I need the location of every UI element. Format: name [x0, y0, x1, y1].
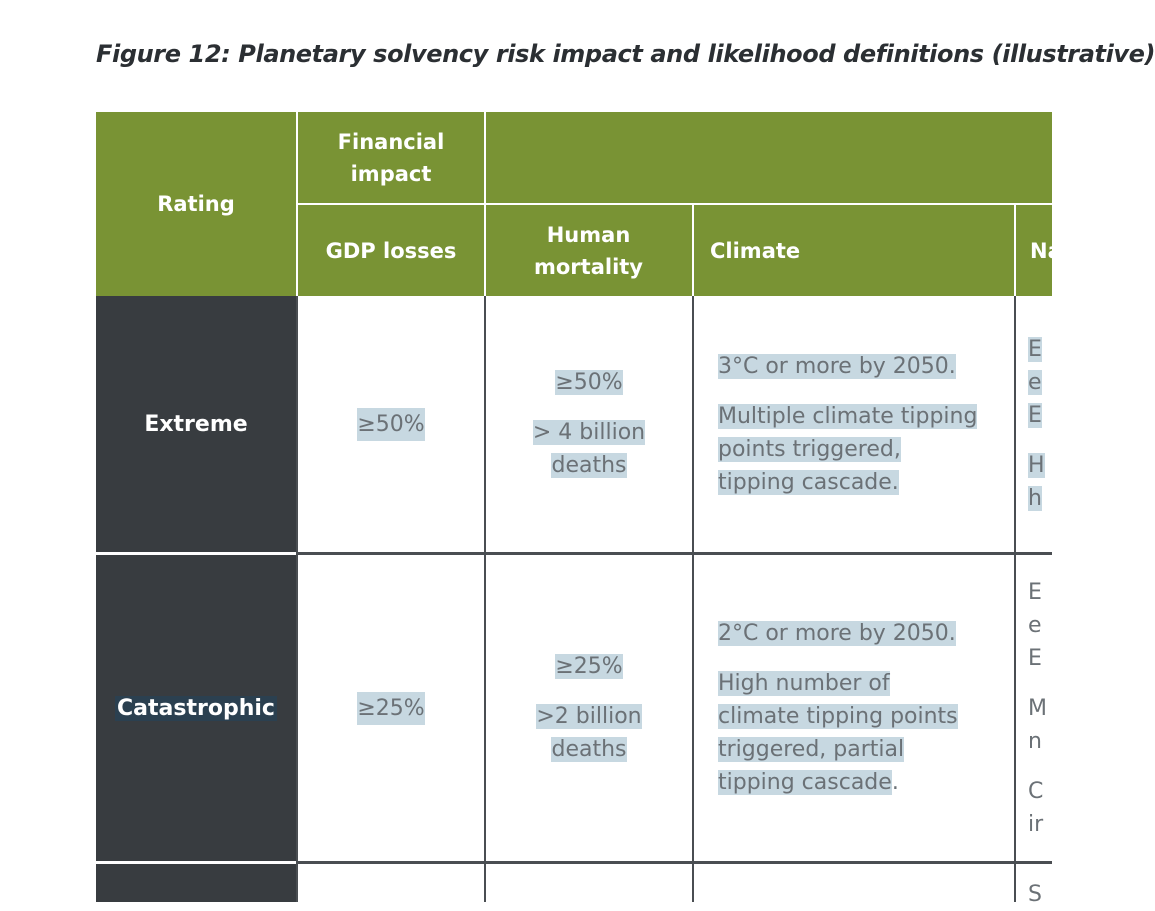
- mortality-deaths-line2: deaths: [551, 737, 627, 762]
- climate-tipping-line2: climate tipping points: [718, 704, 958, 729]
- mortality-deaths-line1: > 4 billion: [532, 420, 646, 445]
- figure-title: Figure 12: Planetary solvency risk impact and likelihood definitions (illustrative): [96, 40, 1155, 68]
- header-climate: [694, 205, 1014, 296]
- nature-fragment: e: [1028, 612, 1042, 638]
- grid-line: [298, 861, 1052, 864]
- rating-cell-row3: [96, 864, 296, 902]
- header-nature-label: Na: [1030, 238, 1062, 263]
- grid-line: [1014, 296, 1016, 902]
- header-human-mortality: [485, 205, 692, 296]
- nature-fragment: H: [1028, 453, 1045, 478]
- climate-tipping-line3: triggered, partial: [718, 737, 905, 762]
- grid-line: [484, 296, 486, 902]
- nature-fragment: n: [1028, 728, 1042, 754]
- gdp-cell-extreme: [298, 296, 484, 552]
- header-nature: [1016, 205, 1062, 296]
- climate-tipping-line2: points triggered,: [718, 436, 901, 462]
- nature-fragment: E: [1028, 579, 1042, 605]
- nature-fragment: ir: [1028, 811, 1044, 837]
- climate-tipping-line3: tipping cascade.: [718, 469, 899, 495]
- grid-line: [298, 552, 1052, 555]
- nature-fragment: S: [1028, 882, 1042, 907]
- climate-tipping-line1: Multiple climate tipping: [718, 403, 978, 429]
- climate-warming-text: 3°C or more by 2050.: [718, 353, 956, 379]
- nature-fragment: E: [1028, 403, 1042, 428]
- nature-cell-catastrophic: [1016, 555, 1052, 861]
- rating-label: Extreme: [144, 411, 248, 437]
- mortality-percent: ≥25%: [555, 654, 623, 679]
- mortality-cell-extreme: [486, 296, 692, 552]
- climate-tipping-line4: tipping cascade: [718, 770, 892, 795]
- header-group-blank: [485, 112, 1052, 203]
- header-financial-impact-label: Financial impact: [337, 129, 445, 186]
- header-rating-label: Rating: [157, 192, 235, 216]
- nature-fragment: e: [1028, 370, 1042, 395]
- nature-fragment: M: [1028, 695, 1047, 721]
- grid-line: [692, 296, 694, 902]
- mortality-deaths-line2: deaths: [551, 453, 627, 478]
- gdp-cell-catastrophic: [298, 555, 484, 861]
- mortality-cell-catastrophic: [486, 555, 692, 861]
- header-gdp-losses: [298, 205, 484, 296]
- nature-cell-extreme: [1016, 296, 1052, 552]
- header-financial-impact: [298, 112, 484, 203]
- grid-line: [96, 552, 296, 555]
- rating-cell-extreme: [96, 296, 296, 552]
- rating-label: Catastrophic: [117, 695, 275, 721]
- climate-tipping-period: .: [891, 770, 899, 795]
- rating-cell-catastrophic: [96, 555, 296, 861]
- header-gdp-losses-label: GDP losses: [325, 238, 457, 263]
- header-climate-label: Climate: [710, 238, 801, 263]
- nature-fragment: h: [1028, 486, 1042, 511]
- gdp-value: ≥50%: [357, 408, 424, 441]
- nature-fragment: C: [1028, 778, 1044, 804]
- climate-cell-catastrophic: [694, 555, 1014, 861]
- climate-warming-text: 2°C or more by 2050.: [718, 621, 956, 646]
- grid-line: [1014, 205, 1016, 296]
- mortality-deaths-line1: >2 billion: [536, 704, 642, 729]
- grid-line: [298, 203, 1052, 205]
- header-rating: [96, 112, 296, 296]
- climate-tipping-line1: High number of: [718, 671, 890, 696]
- nature-cell-row3: [1016, 864, 1052, 907]
- grid-line: [692, 205, 694, 296]
- mortality-percent: ≥50%: [555, 370, 623, 395]
- nature-fragment: E: [1028, 337, 1042, 362]
- header-human-mortality-label: Human mortality: [534, 222, 643, 279]
- gdp-value: ≥25%: [357, 692, 424, 725]
- climate-cell-extreme: [694, 296, 1014, 552]
- nature-fragment: E: [1028, 645, 1042, 671]
- grid-line: [96, 861, 296, 864]
- grid-line: [296, 296, 298, 902]
